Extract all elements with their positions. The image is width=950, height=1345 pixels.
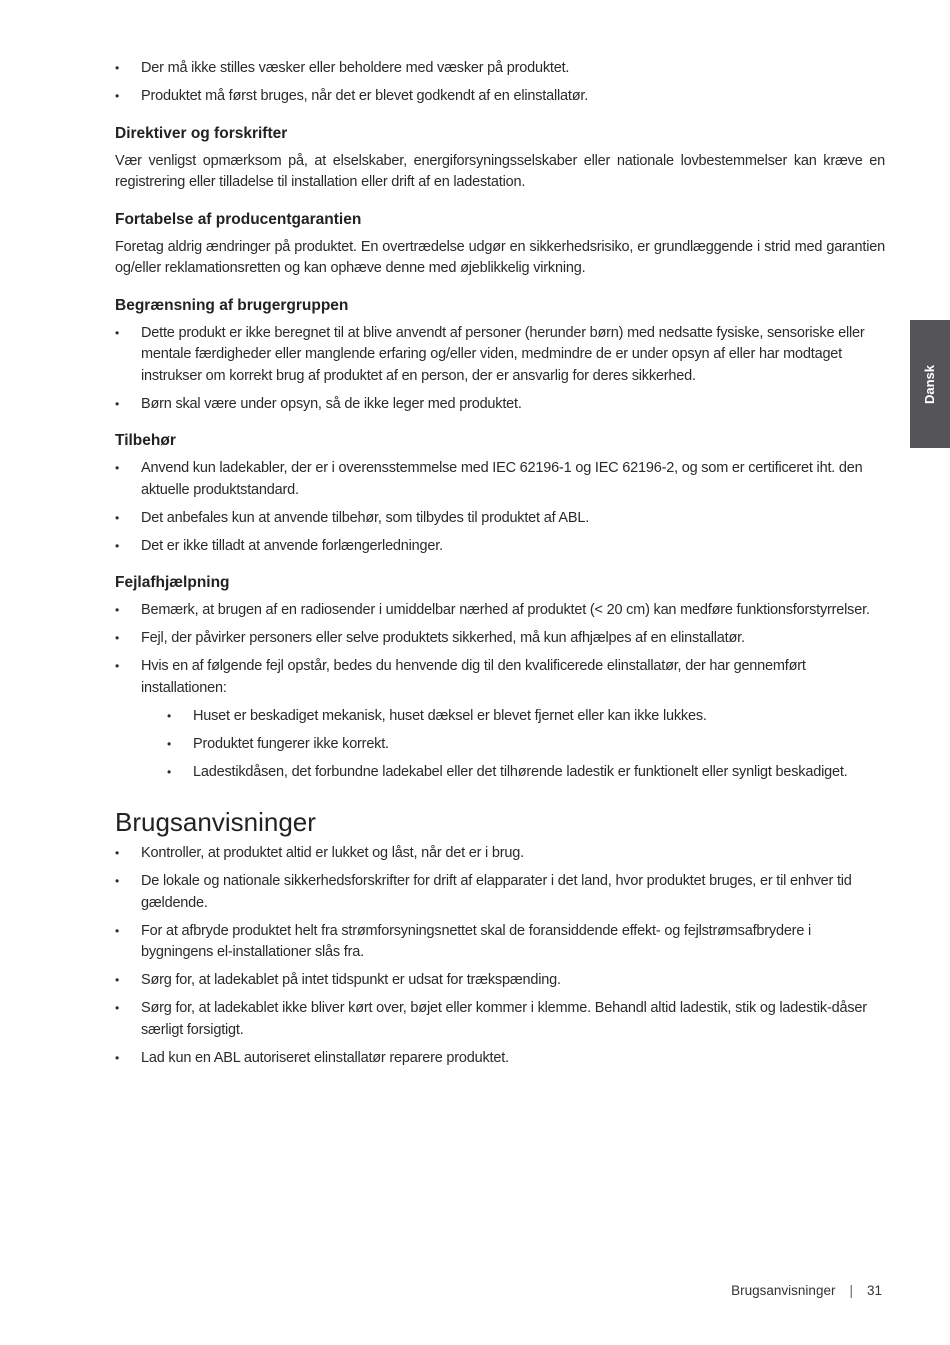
list-item: • For at afbryde produktet helt fra strømforsyningsnettet skal de foransiddende effekt- og fejlstrømsafbrydere i bygningens el-installationer slås fra. <box>115 921 885 964</box>
fejl-sublist <box>167 706 885 784</box>
tilbehoer-list <box>115 458 885 557</box>
list-item: • Sørg for, at ladekablet ikke bliver kørt over, bøjet eller kommer i klemme. Behandl altid ladestik, stik og ladestik-dåser særligt forsigtigt. <box>115 998 885 1041</box>
section-heading-tilbehoer: Tilbehør <box>115 432 176 449</box>
section-heading-direktiver: Direktiver og forskrifter <box>115 124 288 142</box>
page-content <box>115 58 885 1076</box>
list-item: • Der må ikke stilles væsker eller beholdere med væsker på produktet. <box>115 58 885 80</box>
footer-separator: | <box>849 1283 853 1298</box>
list-item <box>115 656 885 783</box>
section-heading-fejlafhjaelpning: Fejlafhjælpning <box>115 574 230 591</box>
paragraph-fortabelse: Foretag aldrig ændringer på produktet. En overtrædelse udgør en sikkerhedsrisiko, er grundlæggende i strid med garantien og/eller reklamationsretten og kan ophæve denne med øjeblikkelig virkning. <box>115 238 885 276</box>
fejlafhjaelpning-list <box>115 600 885 783</box>
list-item: • Lad kun en ABL autoriseret elinstallatør reparere produktet. <box>115 1048 885 1070</box>
footer-section-title: Brugsanvisninger <box>731 1283 836 1298</box>
list-item-text: Hvis en af følgende fejl opstår, bedes du henvende dig til den kvalificerede elinstallatør, der har gennemført installationen: <box>141 658 806 696</box>
intro-list <box>115 58 885 108</box>
list-item: • Børn skal være under opsyn, så de ikke leger med produktet. <box>115 394 885 416</box>
section-heading-fortabelse: Fortabelse af producentgarantien <box>115 210 362 228</box>
list-item: • De lokale og nationale sikkerhedsforskrifter for drift af elapparater i det land, hvor produktet bruges, er til enhver tid gældende. <box>115 871 885 914</box>
sublist-item: • Ladestikdåsen, det forbundne ladekabel eller det tilhørende ladestik er funktionelt eller synligt beskadiget. <box>167 762 885 784</box>
language-tab-label: Dansk <box>922 364 938 404</box>
page-footer <box>731 1283 882 1298</box>
sublist-item: • Produktet fungerer ikke korrekt. <box>167 734 885 756</box>
chapter-heading-brugsanvisninger: Brugsanvisninger <box>115 807 316 837</box>
list-item: • Anvend kun ladekabler, der er i overensstemmelse med IEC 62196-1 og IEC 62196-2, og som er certificeret iht. den aktuelle produktstandard. <box>115 458 885 501</box>
list-item: • Kontroller, at produktet altid er lukket og låst, når det er i brug. <box>115 843 885 865</box>
begraensning-list <box>115 323 885 416</box>
paragraph-direktiver: Vær venligst opmærksom på, at elselskaber, energiforsyningsselskaber eller nationale lovbestemmelser kan kræve en registrering eller tilladelse til installation eller drift af en ladestation. <box>115 152 885 190</box>
sublist-item: • Huset er beskadiget mekanisk, huset dæksel er blevet fjernet eller kan ikke lukkes. <box>167 706 885 728</box>
list-item: • Sørg for, at ladekablet på intet tidspunkt er udsat for trækspænding. <box>115 970 885 992</box>
list-item: • Produktet må først bruges, når det er blevet godkendt af en elinstallatør. <box>115 86 885 108</box>
section-heading-begraensning: Begrænsning af brugergruppen <box>115 296 349 314</box>
list-item: • Dette produkt er ikke beregnet til at blive anvendt af personer (herunder børn) med nedsatte fysiske, sensoriske eller mentale færdigheder eller manglende erfaring og/eller viden, medmindre de er under opsyn af eller har modtaget instrukser om korrekt brug af produktet af en person, der er ansvarlig for deres sikkerhed. <box>115 323 885 388</box>
page-number: 31 <box>866 1283 882 1298</box>
list-item: • Fejl, der påvirker personers eller selve produktets sikkerhed, må kun afhjælpes af en elinstallatør. <box>115 628 885 650</box>
list-item: • Bemærk, at brugen af en radiosender i umiddelbar nærhed af produktet (< 20 cm) kan medføre funktionsforstyrrelser. <box>115 600 885 622</box>
list-item: • Det anbefales kun at anvende tilbehør, som tilbydes til produktet af ABL. <box>115 508 885 530</box>
list-item: • Det er ikke tilladt at anvende forlængerledninger. <box>115 536 885 558</box>
brugsanvisninger-list <box>115 843 885 1069</box>
language-tab <box>910 320 950 448</box>
